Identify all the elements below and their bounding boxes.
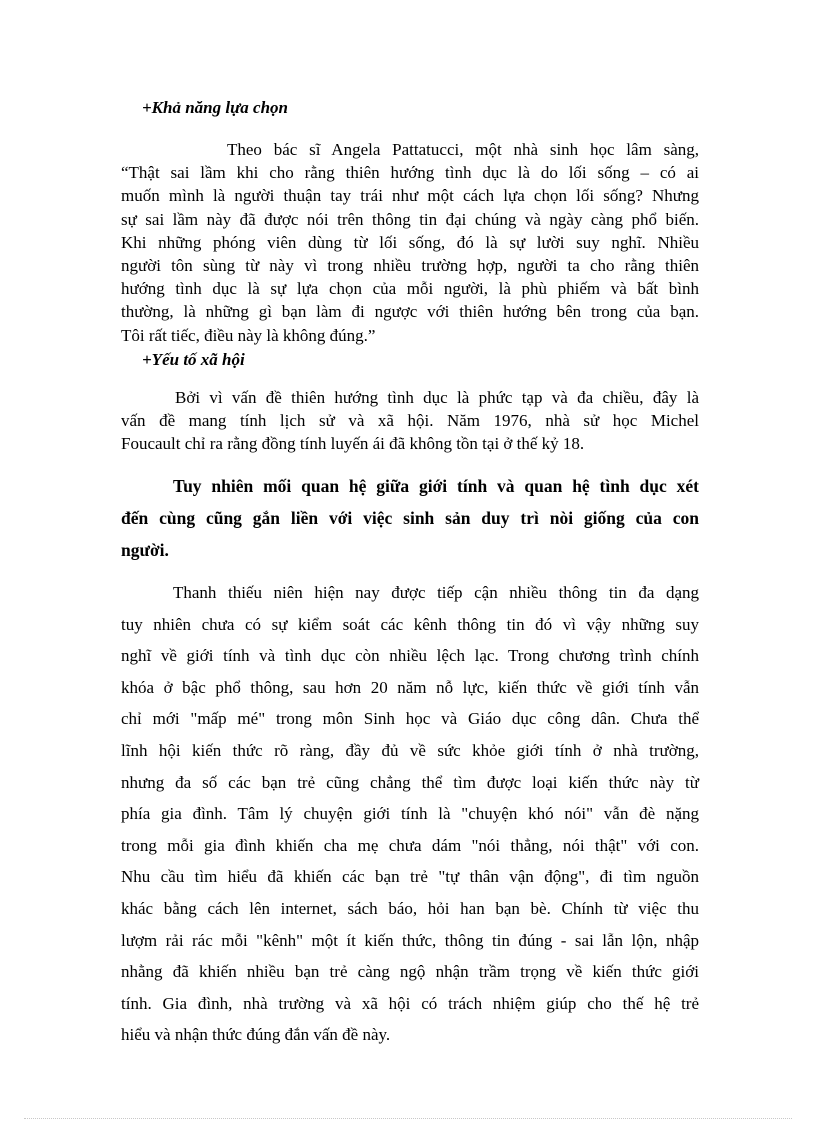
text-line: khóa ở bậc phổ thông, sau hơn 20 năm nỗ lực, kiến thức về giới tính vẫn <box>121 677 699 697</box>
text-line: Foucault chỉ ra rằng đồng tính luyến ái đã không tồn tại ở thế kỷ 18. <box>121 434 585 454</box>
text-line: người. <box>121 540 169 560</box>
text-line: Khi những phóng viên dùng từ lối sống, đó là sự lười suy nghĩ. Nhiều <box>121 232 699 252</box>
text-line: Bởi vì vấn đề thiên hướng tình dục là phức tạp và đa chiều, đây là <box>175 388 699 407</box>
paragraph-bold-statement <box>121 470 699 566</box>
text-line: người tôn sùng từ này vì trong nhiều trường hợp, người ta cho rằng thiên <box>121 256 699 276</box>
heading-choice: +Khả năng lựa chọn <box>142 98 289 117</box>
text-line: khác bằng cách lên internet, sách báo, hỏi han bạn bè. Chính từ việc thu <box>121 898 699 918</box>
text-line: “Thật sai lầm khi cho rằng thiên hướng tình dục là do lối sống – có ai <box>121 163 699 183</box>
text-line: muốn mình là người thuận tay trái như một cách lựa chọn lối sống? Nhưng <box>121 186 699 206</box>
text-line: thường, là những gì bạn làm đi ngược với thiên hướng bên trong của bạn. <box>121 302 699 322</box>
text-line: tuy nhiên chưa có sự kiểm soát các kênh thông tin đó vì vậy những suy <box>121 614 699 634</box>
heading-social: +Yếu tố xã hội <box>142 350 245 369</box>
text-line: vấn đề mang tính lịch sử và xã hội. Năm 1976, nhà sử học Michel <box>121 411 699 431</box>
text-line: nhưng đa số các bạn trẻ cũng chẳng thể tìm được loại kiến thức này từ <box>121 772 699 792</box>
text-line: lượm rải rác mỗi "kênh" một ít kiến thức, thông tin đúng - sai lẫn lộn, nhập <box>121 930 699 950</box>
paragraph-pattatucci-quote <box>121 138 699 347</box>
text-line: chỉ mới "mấp mé" trong môn Sinh học và Giáo dục công dân. Chưa thể <box>121 709 699 729</box>
text-line: Theo bác sĩ Angela Pattatucci, một nhà sinh học lâm sàng, <box>227 140 699 159</box>
text-line: Nhu cầu tìm hiểu đã khiến các bạn trẻ "tự thân vận động", đi tìm nguồn <box>121 867 699 887</box>
text-line: lĩnh hội kiến thức rõ ràng, đầy đủ về sức khỏe giới tính ở nhà trường, <box>121 740 699 760</box>
text-line: Tuy nhiên mối quan hệ giữa giới tính và quan hệ tình dục xét <box>173 476 699 496</box>
text-line: tính. Gia đình, nhà trường và xã hội có trách nhiệm giúp cho thế hệ trẻ <box>121 993 699 1013</box>
text-line: nhằng đã khiến nhiều bạn trẻ càng ngộ nhận trầm trọng về kiến thức giới <box>121 962 699 982</box>
text-line: trong mỗi gia đình khiến cha mẹ chưa dám "nói thẳng, nói thật" với con. <box>121 835 699 855</box>
text-line: đến cùng cũng gắn liền với việc sinh sản duy trì nòi giống của con <box>121 508 699 528</box>
paragraph-youth-information <box>121 577 699 1051</box>
text-line: hiểu và nhận thức đúng đắn vấn đề này. <box>121 1025 391 1045</box>
page-bottom-divider <box>24 1118 792 1119</box>
paragraph-foucault <box>121 386 699 456</box>
text-line: nghĩ về giới tính và tình dục còn nhiều lệch lạc. Trong chương trình chính <box>121 646 699 666</box>
text-line: Thanh thiếu niên hiện nay được tiếp cận nhiều thông tin đa dạng <box>173 583 699 602</box>
text-line: Tôi rất tiếc, điều này là không đúng.” <box>121 325 376 345</box>
text-line: hướng tình dục là sự lựa chọn của mỗi người, là phù phiếm và bất bình <box>121 279 699 299</box>
text-line: sự sai lầm này đã được nói trên thông tin đại chúng và ngày càng phổ biến. <box>121 209 699 229</box>
text-line: phía gia đình. Tâm lý chuyện giới tính là "chuyện khó nói" vẫn đè nặng <box>121 804 699 824</box>
